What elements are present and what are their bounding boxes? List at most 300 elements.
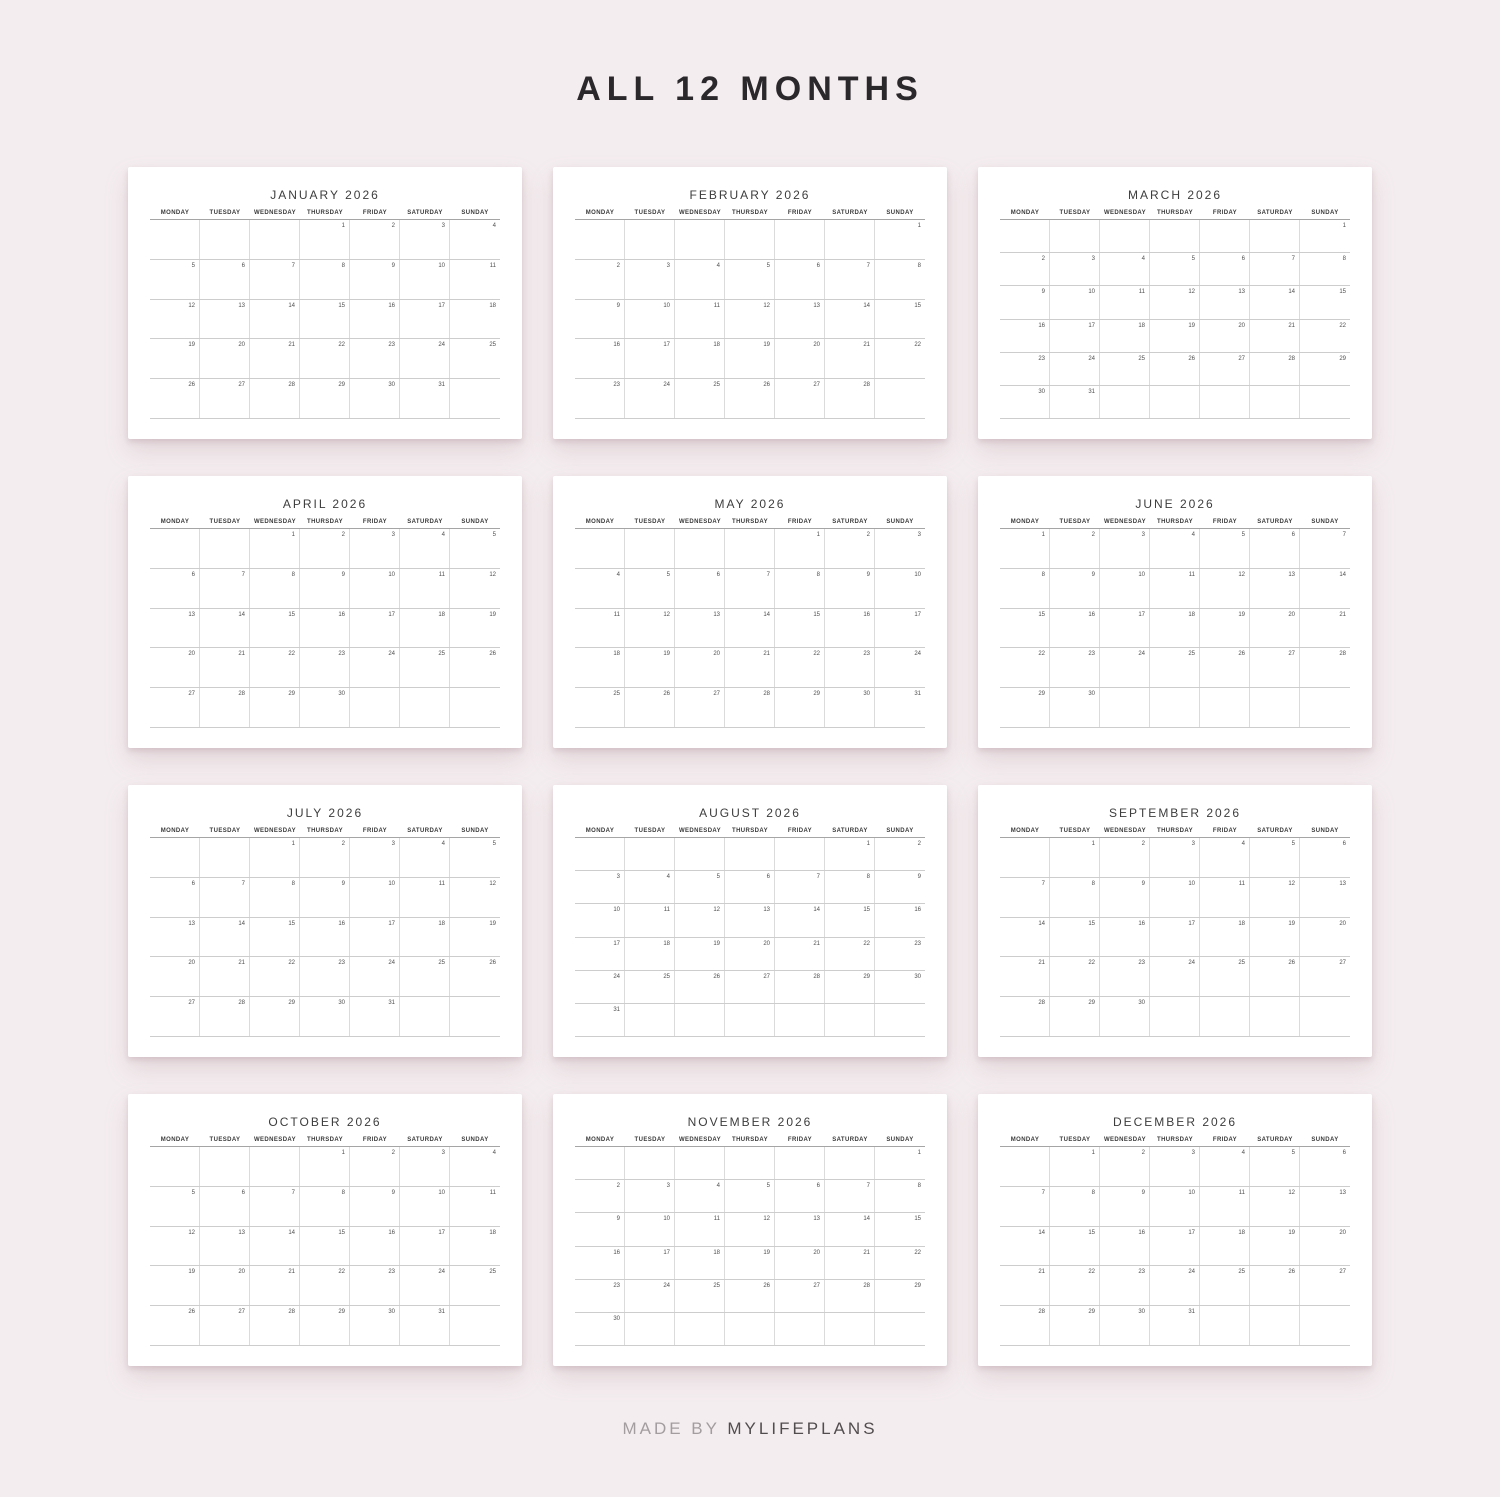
- day-cell: [1200, 957, 1250, 996]
- day-cell: [1200, 838, 1250, 877]
- day-cell: [1200, 529, 1250, 568]
- day-number: 15: [914, 1216, 921, 1223]
- day-cell: [575, 1247, 625, 1279]
- day-number: 11: [713, 302, 720, 309]
- day-number: 2: [391, 223, 395, 229]
- week-row: [575, 1280, 925, 1313]
- weekday-label: FRIDAY: [1212, 519, 1238, 525]
- week-row: [1000, 648, 1350, 688]
- day-cell: [575, 1213, 625, 1245]
- day-cell: [775, 1247, 825, 1279]
- day-cell: [1100, 286, 1150, 318]
- day-cell: [1200, 1187, 1250, 1226]
- weekday-label: TUESDAY: [634, 828, 666, 834]
- day-cell: [400, 1187, 450, 1226]
- day-cell: [575, 688, 625, 727]
- day-number: 18: [613, 651, 620, 658]
- weekday-label: WEDNESDAY: [678, 519, 722, 525]
- day-cell: [1100, 918, 1150, 957]
- month-card: [128, 1094, 522, 1366]
- month-card: [553, 1094, 947, 1366]
- week-row: [150, 339, 500, 379]
- day-number: 2: [616, 262, 620, 269]
- day-cell: [350, 838, 400, 877]
- day-cell: [825, 904, 875, 936]
- day-cell: [625, 1004, 675, 1036]
- day-number: 18: [1238, 1229, 1245, 1236]
- day-number: 3: [441, 1150, 445, 1156]
- day-cell: [450, 529, 500, 568]
- day-cell: [675, 938, 725, 970]
- weekday-label: THURSDAY: [1157, 519, 1193, 525]
- day-number: 10: [1188, 880, 1195, 887]
- day-number: 6: [1342, 1150, 1346, 1156]
- day-cell: [675, 871, 725, 903]
- footer-made-by-label: MADE BY: [622, 1419, 728, 1438]
- day-cell: [1100, 353, 1150, 385]
- day-cell: [1200, 1306, 1250, 1345]
- week-row: [1000, 1187, 1350, 1227]
- day-cell: [400, 918, 450, 957]
- day-number: 12: [489, 571, 496, 578]
- weekday-label: SUNDAY: [1311, 519, 1339, 525]
- day-cell: [575, 871, 625, 903]
- day-cell: [150, 569, 200, 608]
- weekday-label: TUESDAY: [209, 519, 241, 525]
- day-cell: [350, 957, 400, 996]
- day-cell: [575, 339, 625, 378]
- day-cell: [1250, 878, 1300, 917]
- day-number: 1: [816, 532, 820, 538]
- day-cell: [725, 529, 775, 568]
- day-cell: [625, 1247, 675, 1279]
- day-cell: [400, 997, 450, 1036]
- day-number: 21: [288, 1269, 295, 1276]
- weekday-label: THURSDAY: [732, 828, 768, 834]
- day-cell: [825, 648, 875, 687]
- day-cell: [300, 569, 350, 608]
- day-cell: [200, 688, 250, 727]
- day-cell: [1150, 320, 1200, 352]
- day-number: 15: [338, 302, 345, 309]
- day-number: 21: [238, 651, 245, 658]
- weekday-label: SATURDAY: [407, 828, 443, 834]
- day-cell: [675, 339, 725, 378]
- weekday-label: THURSDAY: [732, 210, 768, 216]
- day-cell: [450, 379, 500, 418]
- day-cell: [675, 1313, 725, 1345]
- day-number: 16: [1138, 920, 1145, 927]
- day-number: 16: [1088, 611, 1095, 618]
- day-number: 8: [1091, 1189, 1095, 1196]
- day-cell: [450, 997, 500, 1036]
- week-row: [150, 529, 500, 569]
- day-number: 2: [866, 532, 870, 538]
- day-number: 25: [438, 960, 445, 967]
- day-cell: [450, 569, 500, 608]
- footer-brand-name: MYLIFEPLANS: [727, 1419, 878, 1438]
- day-cell: [825, 569, 875, 608]
- day-cell: [150, 220, 200, 259]
- day-cell: [575, 938, 625, 970]
- day-cell: [350, 1147, 400, 1186]
- day-cell: [200, 1187, 250, 1226]
- day-number: 21: [1038, 1269, 1045, 1276]
- day-cell: [775, 260, 825, 299]
- day-cell: [625, 260, 675, 299]
- weekday-label: MONDAY: [585, 828, 615, 834]
- day-cell: [400, 379, 450, 418]
- day-number: 9: [866, 571, 870, 578]
- day-number: 6: [191, 880, 195, 887]
- weekday-header-row: [575, 1137, 925, 1143]
- day-cell: [250, 609, 300, 648]
- month-title: FEBRUARY 2026: [689, 188, 811, 202]
- day-number: 10: [388, 880, 395, 887]
- weekday-label: FRIDAY: [1212, 828, 1238, 834]
- day-cell: [775, 971, 825, 1003]
- day-cell: [675, 904, 725, 936]
- day-cell: [250, 957, 300, 996]
- week-row: [575, 529, 925, 569]
- day-cell: [775, 1180, 825, 1212]
- day-number: 17: [1088, 322, 1095, 329]
- day-cell: [1150, 569, 1200, 608]
- day-cell: [775, 904, 825, 936]
- day-number: 16: [388, 302, 395, 309]
- day-number: 9: [1091, 571, 1095, 578]
- weekday-label: THURSDAY: [307, 519, 343, 525]
- weekday-label: MONDAY: [585, 519, 615, 525]
- day-number: 29: [813, 691, 820, 698]
- weekday-label: WEDNESDAY: [678, 1137, 722, 1143]
- day-cell: [450, 260, 500, 299]
- day-cell: [1200, 1147, 1250, 1186]
- day-cell: [300, 957, 350, 996]
- day-cell: [450, 878, 500, 917]
- day-cell: [1200, 253, 1250, 285]
- week-row: [150, 1187, 500, 1227]
- day-number: 20: [1339, 1229, 1346, 1236]
- day-cell: [1300, 286, 1350, 318]
- day-cell: [775, 339, 825, 378]
- day-number: 23: [388, 342, 395, 349]
- day-number: 7: [766, 571, 770, 578]
- weekday-label: THURSDAY: [307, 1137, 343, 1143]
- day-cell: [1150, 1147, 1200, 1186]
- day-cell: [200, 648, 250, 687]
- day-cell: [875, 569, 925, 608]
- day-cell: [1000, 838, 1050, 877]
- day-number: 13: [1238, 289, 1245, 296]
- day-number: 1: [866, 841, 870, 847]
- day-number: 1: [291, 532, 295, 538]
- day-cell: [1000, 609, 1050, 648]
- day-cell: [250, 379, 300, 418]
- day-cell: [1250, 1147, 1300, 1186]
- day-cell: [300, 609, 350, 648]
- day-number: 16: [1038, 322, 1045, 329]
- weekday-header-row: [1000, 519, 1350, 525]
- day-cell: [1250, 957, 1300, 996]
- week-row: [1000, 1266, 1350, 1306]
- day-cell: [1100, 688, 1150, 727]
- day-number: 13: [763, 907, 770, 914]
- day-cell: [1050, 320, 1100, 352]
- day-number: 8: [341, 1189, 345, 1196]
- weekday-label: SATURDAY: [832, 210, 868, 216]
- day-number: 16: [613, 1249, 620, 1256]
- day-cell: [1250, 386, 1300, 418]
- day-cell: [400, 529, 450, 568]
- day-number: 19: [763, 1249, 770, 1256]
- month-date-grid: [575, 528, 925, 728]
- day-cell: [875, 339, 925, 378]
- day-number: 14: [813, 907, 820, 914]
- day-number: 8: [866, 874, 870, 881]
- day-number: 22: [813, 651, 820, 658]
- day-number: 11: [438, 880, 445, 887]
- day-number: 14: [1288, 289, 1295, 296]
- day-cell: [1150, 997, 1200, 1036]
- day-cell: [875, 648, 925, 687]
- day-cell: [625, 904, 675, 936]
- day-number: 8: [1041, 571, 1045, 578]
- day-number: 5: [1241, 532, 1245, 538]
- day-number: 26: [1238, 651, 1245, 658]
- day-cell: [825, 1213, 875, 1245]
- day-number: 15: [338, 1229, 345, 1236]
- day-number: 10: [438, 1189, 445, 1196]
- weekday-label: TUESDAY: [1059, 1137, 1091, 1143]
- day-number: 26: [489, 960, 496, 967]
- day-cell: [1200, 353, 1250, 385]
- day-number: 19: [489, 920, 496, 927]
- day-cell: [775, 1213, 825, 1245]
- day-cell: [1000, 320, 1050, 352]
- day-cell: [1050, 918, 1100, 957]
- day-number: 16: [338, 920, 345, 927]
- month-title: APRIL 2026: [282, 497, 368, 511]
- weekday-label: WEDNESDAY: [678, 828, 722, 834]
- day-cell: [625, 938, 675, 970]
- day-number: 11: [1188, 571, 1195, 578]
- day-cell: [1250, 353, 1300, 385]
- day-cell: [1050, 1266, 1100, 1305]
- day-cell: [825, 1280, 875, 1312]
- day-number: 14: [1339, 571, 1346, 578]
- day-number: 26: [1288, 1269, 1295, 1276]
- day-cell: [1050, 386, 1100, 418]
- month-date-grid: [575, 219, 925, 419]
- day-cell: [1150, 918, 1200, 957]
- day-cell: [775, 648, 825, 687]
- day-cell: [1250, 569, 1300, 608]
- day-number: 27: [238, 1309, 245, 1316]
- day-cell: [350, 1187, 400, 1226]
- day-number: 27: [238, 382, 245, 389]
- day-cell: [1150, 529, 1200, 568]
- day-cell: [350, 300, 400, 339]
- day-cell: [200, 1266, 250, 1305]
- day-number: 5: [766, 262, 770, 269]
- week-row: [1000, 286, 1350, 319]
- day-number: 12: [1288, 1189, 1295, 1196]
- day-number: 9: [616, 302, 620, 309]
- day-number: 2: [616, 1183, 620, 1190]
- day-number: 1: [917, 1150, 921, 1156]
- weekday-label: SATURDAY: [407, 210, 443, 216]
- day-cell: [400, 1266, 450, 1305]
- day-cell: [1100, 529, 1150, 568]
- day-cell: [625, 609, 675, 648]
- day-cell: [450, 648, 500, 687]
- week-row: [575, 1247, 925, 1280]
- day-cell: [1300, 386, 1350, 418]
- day-number: 1: [1041, 532, 1045, 538]
- day-cell: [575, 300, 625, 339]
- day-cell: [575, 569, 625, 608]
- day-cell: [200, 260, 250, 299]
- day-cell: [400, 878, 450, 917]
- day-cell: [1000, 997, 1050, 1036]
- day-cell: [200, 918, 250, 957]
- day-cell: [1000, 878, 1050, 917]
- day-cell: [450, 339, 500, 378]
- day-cell: [725, 1313, 775, 1345]
- day-cell: [250, 918, 300, 957]
- day-number: 19: [1288, 920, 1295, 927]
- day-cell: [1100, 569, 1150, 608]
- month-title: OCTOBER 2026: [268, 1115, 382, 1129]
- day-number: 23: [613, 382, 620, 389]
- day-cell: [1050, 569, 1100, 608]
- day-cell: [1100, 220, 1150, 252]
- day-number: 7: [241, 880, 245, 887]
- day-cell: [1250, 688, 1300, 727]
- week-row: [1000, 688, 1350, 728]
- day-number: 11: [663, 907, 670, 914]
- weekday-label: TUESDAY: [209, 1137, 241, 1143]
- day-number: 3: [917, 532, 921, 538]
- day-cell: [250, 1266, 300, 1305]
- day-cell: [575, 971, 625, 1003]
- day-cell: [300, 260, 350, 299]
- day-cell: [575, 529, 625, 568]
- week-row: [575, 1147, 925, 1180]
- day-number: 13: [1339, 1189, 1346, 1196]
- weekday-label: WEDNESDAY: [1103, 828, 1147, 834]
- day-cell: [1150, 1227, 1200, 1266]
- day-number: 20: [713, 651, 720, 658]
- day-number: 16: [338, 611, 345, 618]
- day-number: 27: [188, 691, 195, 698]
- day-cell: [1200, 1227, 1250, 1266]
- day-number: 5: [191, 262, 195, 269]
- day-cell: [1300, 957, 1350, 996]
- day-cell: [1000, 1187, 1050, 1226]
- day-number: 25: [438, 651, 445, 658]
- day-cell: [1250, 648, 1300, 687]
- month-date-grid: [1000, 219, 1350, 419]
- day-number: 25: [1238, 960, 1245, 967]
- week-row: [1000, 386, 1350, 419]
- day-cell: [250, 838, 300, 877]
- week-row: [150, 1147, 500, 1187]
- day-cell: [775, 379, 825, 418]
- day-cell: [1300, 838, 1350, 877]
- day-cell: [875, 260, 925, 299]
- day-number: 14: [1038, 920, 1045, 927]
- day-cell: [875, 871, 925, 903]
- week-row: [1000, 997, 1350, 1037]
- day-number: 14: [863, 302, 870, 309]
- day-cell: [775, 871, 825, 903]
- day-cell: [1300, 529, 1350, 568]
- day-cell: [625, 300, 675, 339]
- day-number: 5: [1291, 1150, 1295, 1156]
- day-number: 24: [663, 382, 670, 389]
- day-number: 10: [388, 571, 395, 578]
- weekday-label: WEDNESDAY: [1103, 210, 1147, 216]
- weekday-label: FRIDAY: [362, 210, 388, 216]
- day-cell: [575, 1147, 625, 1179]
- day-cell: [625, 971, 675, 1003]
- week-row: [575, 871, 925, 904]
- day-cell: [1050, 529, 1100, 568]
- day-number: 17: [1188, 1229, 1195, 1236]
- day-cell: [1100, 838, 1150, 877]
- day-cell: [1000, 253, 1050, 285]
- day-cell: [675, 1004, 725, 1036]
- day-cell: [675, 971, 725, 1003]
- day-cell: [725, 339, 775, 378]
- day-number: 14: [1038, 1229, 1045, 1236]
- day-number: 29: [338, 382, 345, 389]
- day-number: 21: [288, 342, 295, 349]
- day-number: 15: [1088, 1229, 1095, 1236]
- day-number: 26: [489, 651, 496, 658]
- day-number: 24: [1138, 651, 1145, 658]
- month-title: NOVEMBER 2026: [687, 1115, 813, 1129]
- day-cell: [875, 971, 925, 1003]
- day-cell: [825, 1004, 875, 1036]
- day-number: 23: [914, 940, 921, 947]
- day-cell: [625, 339, 675, 378]
- day-number: 2: [391, 1150, 395, 1156]
- day-number: 18: [1238, 920, 1245, 927]
- day-cell: [1300, 1227, 1350, 1266]
- day-cell: [150, 300, 200, 339]
- day-number: 11: [713, 1216, 720, 1223]
- month-card: [553, 476, 947, 748]
- day-number: 29: [288, 691, 295, 698]
- day-number: 8: [1342, 256, 1346, 263]
- day-number: 15: [1339, 289, 1346, 296]
- week-row: [150, 379, 500, 419]
- day-cell: [200, 878, 250, 917]
- day-number: 28: [1038, 1309, 1045, 1316]
- day-cell: [775, 1147, 825, 1179]
- day-cell: [1050, 878, 1100, 917]
- day-cell: [625, 1213, 675, 1245]
- weekday-label: FRIDAY: [787, 828, 813, 834]
- day-number: 17: [663, 1249, 670, 1256]
- day-number: 7: [241, 571, 245, 578]
- month-title: JANUARY 2026: [270, 188, 380, 202]
- weekday-label: MONDAY: [585, 210, 615, 216]
- day-number: 1: [917, 223, 921, 229]
